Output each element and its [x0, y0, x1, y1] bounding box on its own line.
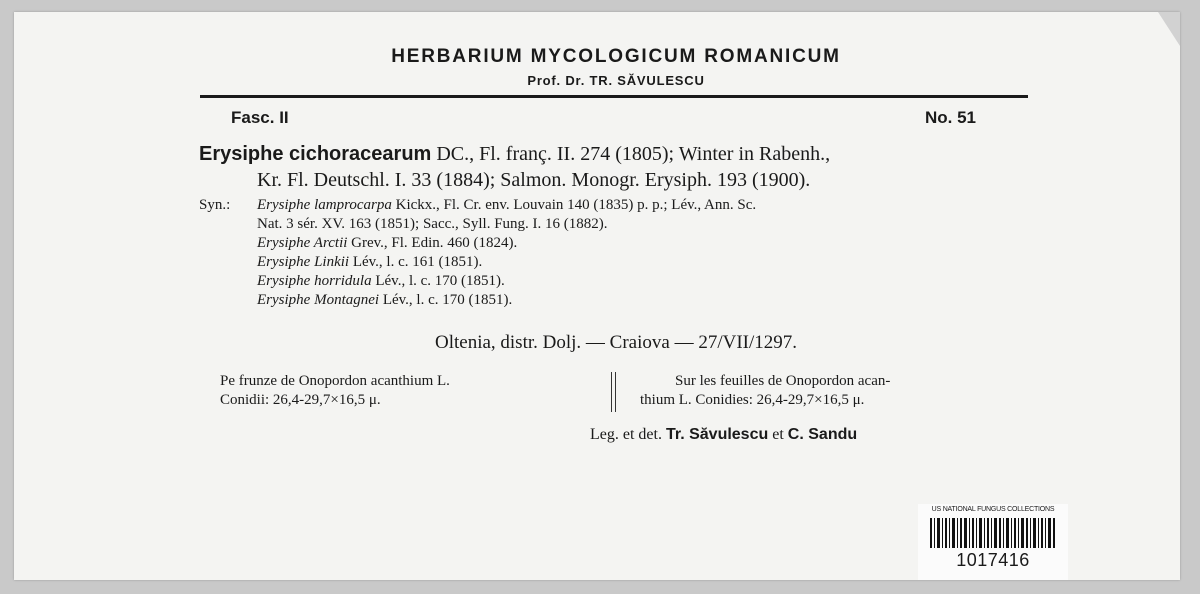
synonym-line: Erysiphe Montagnei Lév., l. c. 170 (1851).	[257, 292, 513, 308]
host-description-french	[640, 372, 1030, 410]
species-name: Erysiphe cichoracearum	[199, 143, 432, 165]
specimen-number: No. 51	[925, 108, 977, 127]
barcode-number: 1017416	[956, 550, 1030, 570]
barcode-sticker	[918, 504, 1068, 580]
barcode-icon	[930, 518, 1056, 548]
header-rule	[200, 95, 1028, 98]
folded-corner	[1158, 12, 1180, 46]
herbarium-title: HERBARIUM MYCOLOGICUM ROMANICUM	[391, 46, 841, 67]
synonym-line: Nat. 3 sér. XV. 163 (1851); Sacc., Syll. Fung. I. 16 (1882).	[257, 216, 608, 232]
synonyms-block	[199, 196, 1039, 310]
synonym-line: Erysiphe Arctii Grev., Fl. Edin. 460 (1824).	[257, 235, 518, 251]
synonyms-label: Syn.:	[199, 197, 231, 213]
host-fr-line2: thium L. Conidies: 26,4-29,7×16,5 μ.	[640, 392, 865, 408]
synonym-line: Erysiphe lamprocarpa Kickx., Fl. Cr. env. Louvain 140 (1835) p. p.; Lév., Ann. Sc.	[257, 197, 757, 213]
species-citation-line2: Kr. Fl. Deutschl. I. 33 (1884); Salmon. Monogr. Erysiph. 193 (1900).	[257, 169, 811, 191]
species-entry	[199, 141, 1039, 193]
collector-name: C. Sandu	[787, 426, 858, 443]
barcode-header: US NATIONAL FUNGUS COLLECTIONS	[931, 506, 1055, 513]
species-citation-line1: DC., Fl. franç. II. 274 (1805); Winter in Rabenh.,	[431, 143, 831, 165]
synonym-line: Erysiphe horridula Lév., l. c. 170 (1851).	[257, 273, 505, 289]
collectors-line: Leg. et det. Tr. Săvulescu et C. Sandu	[590, 426, 858, 443]
collection-locality: Oltenia, distr. Dolj. — Craiova — 27/VII/1297.	[434, 332, 797, 353]
host-description-romanian	[220, 372, 592, 410]
fascicle-label: Fasc. II	[231, 108, 289, 127]
host-ro-line1: Pe frunze de Onopordon acanthium L.	[220, 373, 450, 389]
host-fr-line1: Sur les feuilles de Onopordon acan-	[675, 373, 891, 389]
herbarium-director: Prof. Dr. TR. SĂVULESCU	[527, 73, 705, 88]
collector-name: Tr. Săvulescu	[665, 426, 769, 443]
synonym-line: Erysiphe Linkii Lév., l. c. 161 (1851).	[257, 254, 483, 270]
host-ro-line2: Conidii: 26,4-29,7×16,5 μ.	[220, 392, 381, 408]
column-divider	[611, 372, 616, 412]
